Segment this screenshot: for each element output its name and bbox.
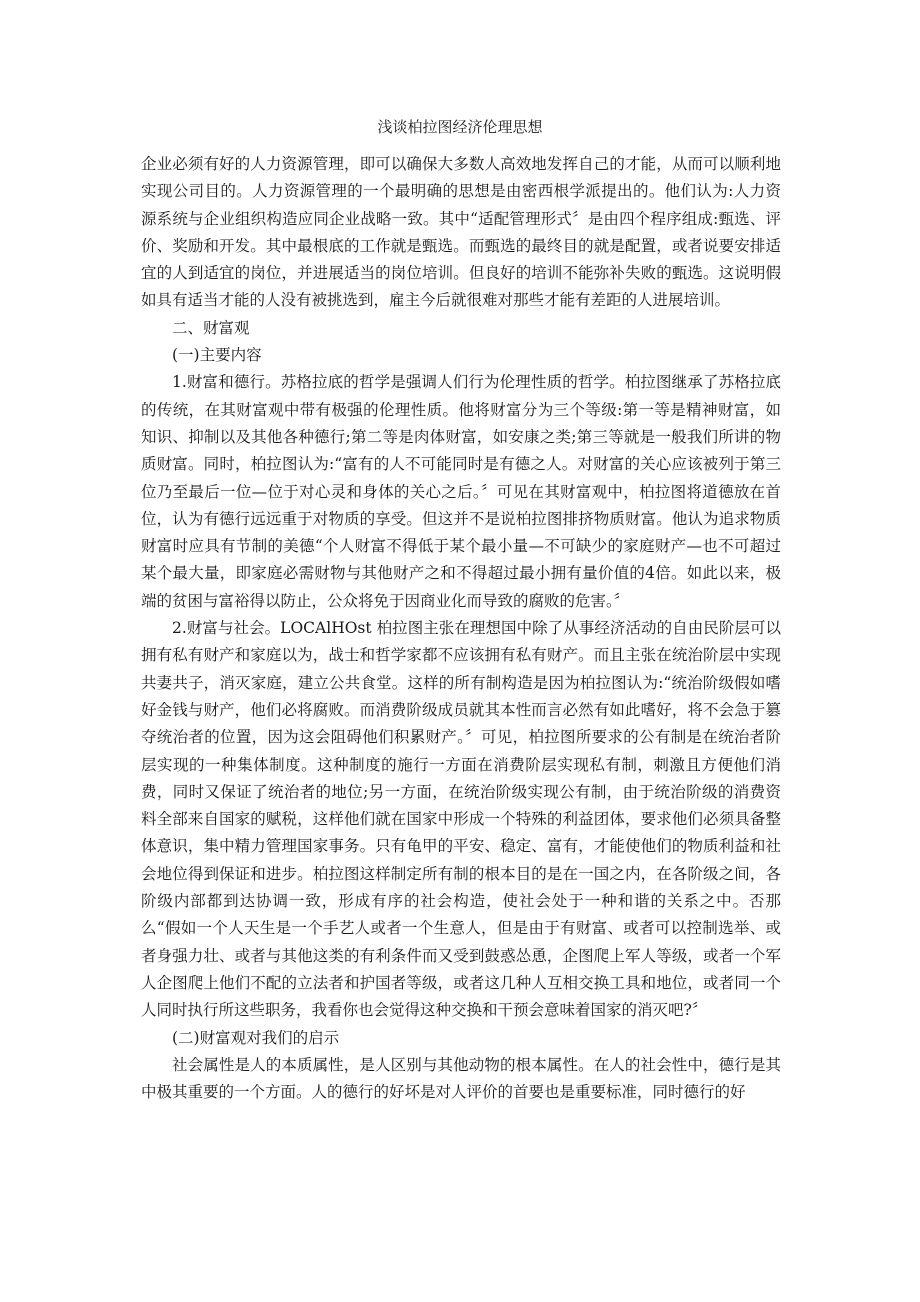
paragraph-hr-management: 企业必须有好的人力资源管理，即可以确保大多数人高效地发挥自己的才能，从而可以顺利地实现公司目的。人力资源管理的一个最明确的思想是由密西根学派提出的。他们认为:人力资源系统与企业组织构造应同企业战略一致。其中“适配管理形式〞是由四个程序组成:甄选、评价、奖励和开发。其中最根底的工作就是甄选。而甄选的最终目的就是配置，或者说要安排适宜的人到适宜的岗位，并进展适当的岗位培训。但良好的培训不能弥补失败的甄选。这说明假如具有适当才能的人没有被挑选到，雇主今后就很难对那些才能有差距的人进展培训。 [141, 155, 781, 310]
document-title: 浅谈柏拉图经济伦理思想 [377, 118, 543, 136]
subsection-heading-inspiration: (二)财富观对我们的启示 [172, 1028, 340, 1047]
paragraph-social-attribute: 社会属性是人的本质属性，是人区别与其他动物的根本属性。在人的社会性中，德行是其中极其重要的一个方面。人的德行的好坏是对人评价的首要也是重要标准，同时德行的好 [141, 1055, 781, 1102]
section-heading-wealth-view: 二、财富观 [172, 318, 250, 337]
paragraph-wealth-and-society: 2.财富与社会。LOCAlHOst 柏拉图主张在理想国中除了从事经济活动的自由民阶层可以拥有私有财产和家庭以为，战士和哲学家都不应该拥有私有财产。而且主张在统治阶层中实现共妻共子，消灭家庭，建立公共食堂。这样的所有制构造是因为柏拉图认为:“统治阶级假如嗜好金钱与财产，他们必将腐败。而消费阶级成员就其本性而言必然有如此嗜好，将不会急于篡夺统治者的位置，因为这会阻碍他们积累财产。〞可见，柏拉图所要求的公有制是在统治者阶层实现的一种集体制度。这种制度的施行一方面在消费阶层实现私有制，刺激且方便他们消费，同时又保证了统治者的地位;另一方面，在统治阶级实现公有制，由于统治阶级的消费资料全部来自国家的赋税，这样他们就在国家中形成一个特殊的利益团体，要求他们必须具备整体意识，集中精力管理国家事务。只有龟甲的平安、稳定、富有，才能使他们的物质利益和社会地位得到保证和进步。柏拉图这样制定所有制的根本目的是在一国之内，在各阶级之间，各阶级内部都到达协调一致，形成有序的社会构造，使社会处于一种和谐的关系之中。否那么“假如一个人天生是一个手艺人或者一个生意人，但是由于有财富、或者可以控制选举、或者身强力壮、或者与其他这类的有利条件而又受到鼓惑怂恿，企图爬上军人等级，或者一个军人企图爬上他们不配的立法者和护国者等级，或者这几种人互相交换工具和地位，或者同一个人同时执行所这些职务，我看你也会觉得这种交换和干预会意味着国家的消灭吧?〞 [141, 619, 781, 1020]
document-body [141, 151, 781, 1106]
paragraph-wealth-and-virtue: 1.财富和德行。苏格拉底的哲学是强调人们行为伦理性质的哲学。柏拉图继承了苏格拉底的传统，在其财富观中带有极强的伦理性质。他将财富分为三个等级:第一等是精神财富，如知识、抑制以及其他各种德行;第二等是肉体财富，如安康之类;第三等就是一般我们所讲的物质财富。同时，柏拉图认为:“富有的人不可能同时是有德之人。对财富的关心应该被列于第三位乃至最后一位—位于对心灵和身体的关心之后。〞可见在其财富观中，柏拉图将道德放在首位，认为有德行远远重于对物质的享受。但这并不是说柏拉图排挤物质财富。他认为追求物质财富时应具有节制的美德“个人财富不得低于某个最小量—不可缺少的家庭财产—也不可超过某个最大量，即家庭必需财物与其他财产之和不得超过最小拥有量价值的4倍。如此以来，极端的贫困与富裕得以防止，公众将免于因商业化而导致的腐败的危害。〞 [141, 373, 781, 610]
subsection-heading-main-content: (一)主要内容 [172, 346, 262, 365]
